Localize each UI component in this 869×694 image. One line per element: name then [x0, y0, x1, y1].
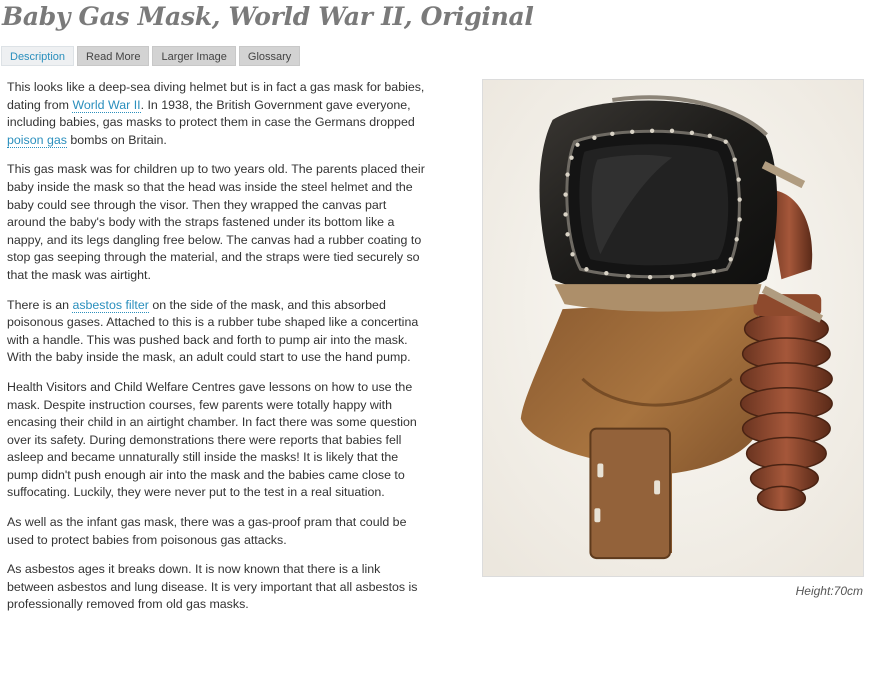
paragraph-6: As asbestos ages it breaks down. It is now known that there is a link between asbestos and lung disease. It is very important that all asbestos is professionally removed from old gas masks.	[7, 562, 418, 612]
link-asbestos-filter[interactable]: asbestos filter	[72, 297, 149, 312]
paragraph-text: This looks like a deep-sea diving helmet but is in fact a gas mask for babies, dating from	[7, 80, 425, 112]
tab-glossary[interactable]: Glossary	[239, 46, 300, 66]
tab-bar	[1, 46, 300, 66]
paragraph-3	[7, 297, 427, 367]
image-caption: Height:70cm	[795, 584, 863, 598]
paragraph-text: There is an	[7, 297, 73, 312]
tab-read-more[interactable]: Read More	[77, 46, 149, 66]
tab-larger-image[interactable]: Larger Image	[152, 46, 235, 66]
paragraph-text: bombs on Britain.	[66, 132, 167, 147]
gas-mask-illustration	[483, 80, 863, 576]
description-text	[7, 79, 427, 626]
paragraph-4: Health Visitors and Child Welfare Centres gave lessons on how to use the mask. Despite instruction courses, few parents were totally happy with encasing their child in an airtight chamber. In fact there was some question over its safety. During demonstrations there were reports that babies fell asleep and became unnaturally still inside the masks! It is likely that the pump didn't push enough air into the mask and the babies came close to suffocating. Luckily, they were never put to the test in a real situation.	[7, 379, 417, 500]
link-world-war-ii[interactable]: World War II	[72, 97, 141, 112]
link-poison-gas[interactable]: poison gas	[7, 132, 67, 147]
paragraph-1	[7, 79, 427, 149]
tab-description[interactable]: Description	[1, 46, 74, 66]
page-title: Baby Gas Mask, World War II, Original	[2, 2, 534, 31]
paragraph-2: This gas mask was for children up to two years old. The parents placed their baby inside the mask so that the head was inside the steel helmet and the baby could see through the visor. Then they wrapped the canvas part around the baby's body with the straps fastened under its bottom like a nappy, and its legs dangling free below. The canvas had a rubber coating to stop gas seeping through the material, and the straps were tied securely so that the mask was airtight.	[7, 162, 425, 282]
gas-mask-image[interactable]	[482, 79, 864, 577]
paragraph-text: . In 1938, the British Government gave everyone, including babies, gas masks to protect them in case the Germans dropped	[7, 97, 415, 130]
paragraph-5: As well as the infant gas mask, there was a gas-proof pram that could be used to protect babies from poisonous gas attacks.	[7, 515, 407, 547]
paragraph-text: on the side of the mask, and this absorbed poisonous gases. Attached to this is a rubber tube shaped like a concertina with a handle. This was pushed back and forth to pump air into the mask. With the baby inside the mask, an adult could start to use the hand pump.	[7, 297, 419, 365]
